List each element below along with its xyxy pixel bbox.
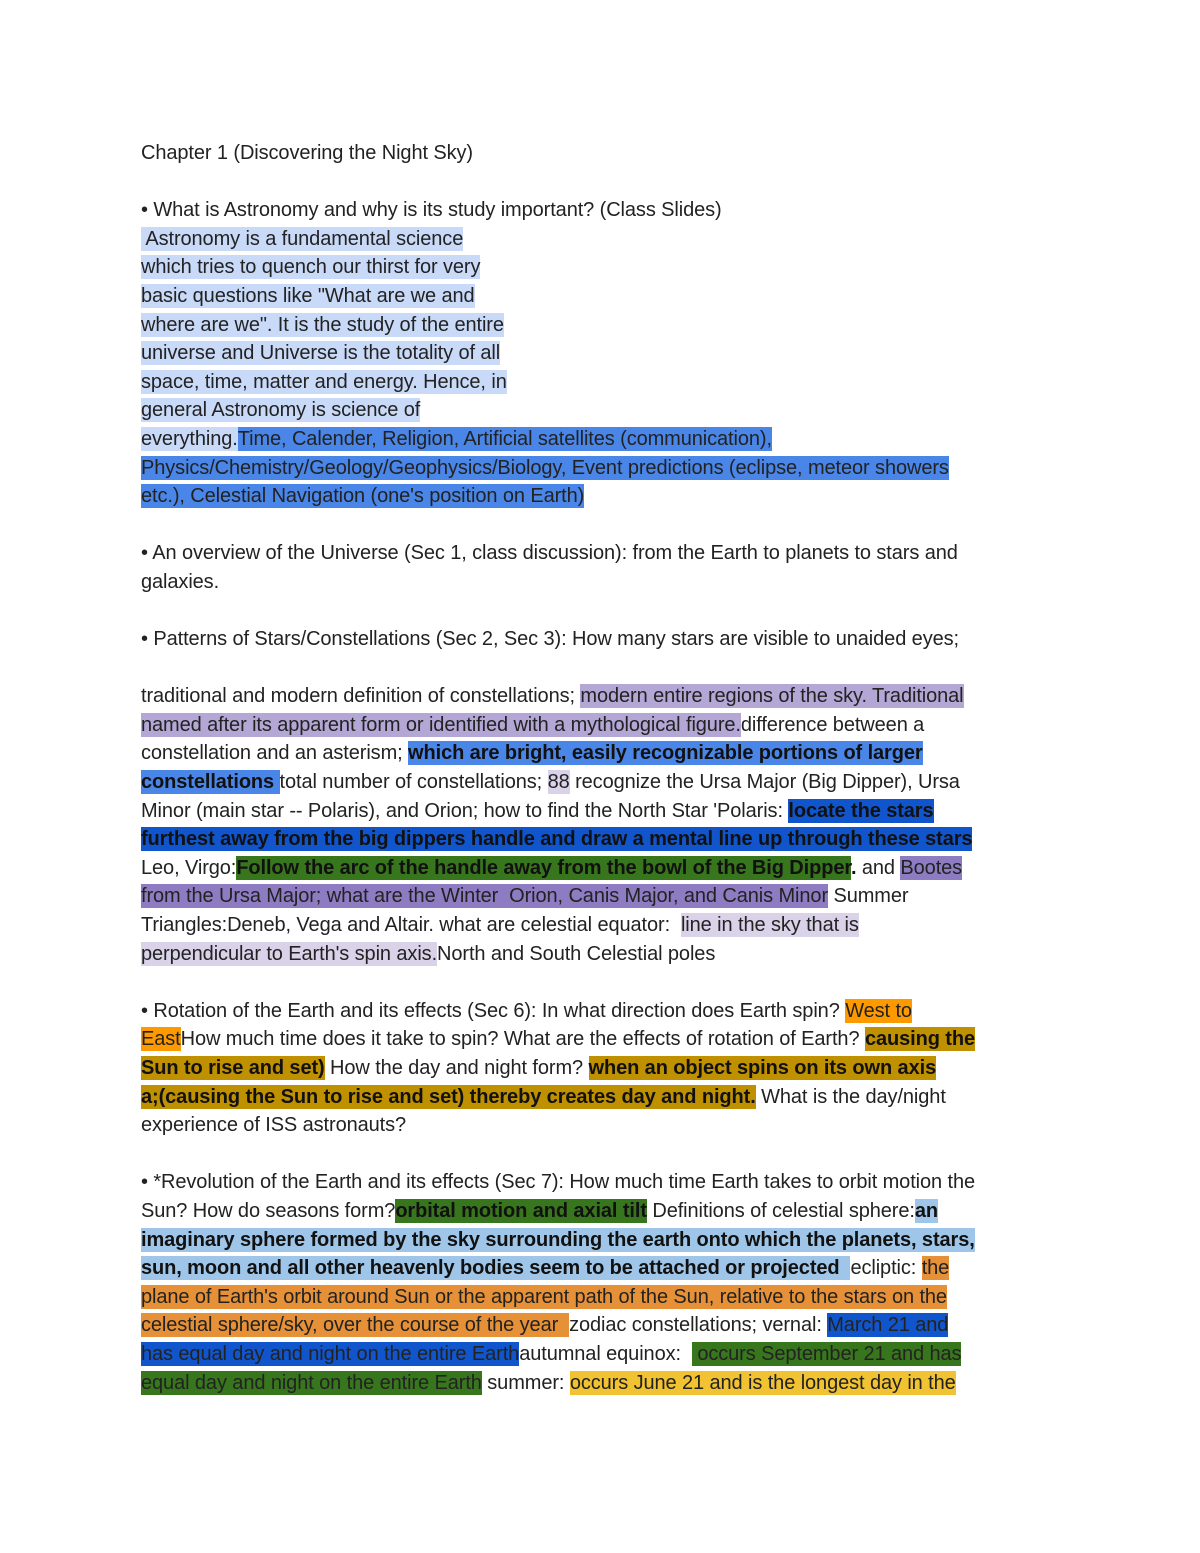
plain-text: Definitions of celestial sphere: xyxy=(646,1199,915,1222)
highlight-green-bold: orbital motion and axial tilt xyxy=(395,1199,647,1222)
astronomy-answer-line xyxy=(141,396,1056,425)
plain-text: How the day and night form? xyxy=(324,1057,589,1079)
rotation-line xyxy=(141,1083,1056,1112)
constellations-line xyxy=(141,797,1056,826)
highlight-light-blue: space, time, matter and energy. Hence, in xyxy=(141,370,507,393)
highlight-sky-blue-bold: imaginary sphere formed by the sky surrounding the earth onto which the planets, stars, xyxy=(141,1228,975,1251)
highlight-green: equal day and night on the entire Earth xyxy=(141,1371,482,1394)
constellations-line xyxy=(141,711,1056,740)
highlight-dark-orange: plane of Earth's orbit around Sun or the apparent path of the Sun, relative to the stars on the xyxy=(141,1285,947,1308)
plain-text: ecliptic: xyxy=(850,1257,922,1280)
highlight-gold-bold: a;(causing the Sun to rise and set) thereby creates day and night. xyxy=(141,1085,756,1108)
blank-line xyxy=(141,1140,1056,1169)
highlight-light-blue: basic questions like "What are we and xyxy=(141,284,475,307)
highlight-orange: East xyxy=(141,1028,181,1051)
highlight-purple: from the Ursa Major; what are the Winter Orion, Canis Major, and Canis Minor xyxy=(141,885,828,908)
plain-text: autumnal equinox: xyxy=(519,1342,692,1365)
plain-text: and xyxy=(856,856,901,879)
astronomy-question: • What is Astronomy and why is its study important? (Class Slides) xyxy=(141,199,722,222)
highlight-purple: Bootes xyxy=(900,856,963,879)
highlight-medium-blue-bold: constellations xyxy=(141,771,280,794)
highlight-light-blue: where are we". It is the study of the entire xyxy=(141,313,504,336)
plain-text: Triangles:Deneb, Vega and Altair. what are celestial equator: xyxy=(141,914,681,937)
plain-text: Minor (main star -- Polaris), and Orion; how to find the North Star 'Polaris: xyxy=(141,799,789,822)
plain-text: zodiac constellations; vernal: xyxy=(569,1314,828,1337)
revolution-line xyxy=(141,1369,1056,1398)
astronomy-answer-line xyxy=(141,282,1056,311)
page-title: Chapter 1 (Discovering the Night Sky) xyxy=(141,142,473,164)
highlight-light-blue: universe and Universe is the totality of all xyxy=(141,342,501,365)
plain-text: Sun? How do seasons form? xyxy=(141,1199,396,1222)
highlight-light-blue: which tries to quench our thirst for very xyxy=(141,256,481,279)
constellations-question: • Patterns of Stars/Constellations (Sec 2, Sec 3): How many stars are visible to unaided eyes; xyxy=(141,628,959,651)
astronomy-answer-line xyxy=(141,311,1056,340)
highlight-medium-blue: etc.), Celestial Navigation (one's position on Earth) xyxy=(141,485,585,508)
revolution-line xyxy=(141,1311,1056,1340)
constellations-line xyxy=(141,940,1056,969)
astronomy-answer-line xyxy=(141,482,1056,511)
astronomy-answer-line xyxy=(141,225,1056,254)
plain-text-bold: . xyxy=(850,856,857,879)
blank-line xyxy=(141,968,1056,997)
blank-line xyxy=(141,511,1056,540)
highlight-gold-bold: Sun to rise and set) xyxy=(141,1057,325,1079)
plain-text: • Rotation of the Earth and its effects (Sec 6): In what direction does Earth spin? xyxy=(141,999,846,1022)
plain-text: summer: xyxy=(481,1371,570,1394)
constellations-line xyxy=(141,882,1056,911)
highlight-light-purple: perpendicular to Earth's spin axis. xyxy=(141,942,438,965)
document-body xyxy=(141,139,1056,1397)
plain-text: Summer xyxy=(828,885,909,908)
blank-line xyxy=(141,654,1056,683)
astronomy-answer-line xyxy=(141,368,1056,397)
astronomy-answer-line xyxy=(141,454,1056,483)
constellations-line xyxy=(141,768,1056,797)
plain-text: traditional and modern definition of constellations; xyxy=(141,685,581,708)
plain-text: constellation and an asterism; xyxy=(141,742,409,765)
astronomy-answer-line xyxy=(141,339,1056,368)
highlight-dark-blue-bold: furthest away from the big dippers handle and draw a mental line up through these stars xyxy=(141,828,973,851)
highlight-gold-bold: causing the xyxy=(864,1028,975,1051)
plain-text: What is the day/night xyxy=(755,1085,946,1108)
highlight-green-bold: Follow the arc of the handle away from the bowl of the Big Dipper xyxy=(236,856,851,879)
plain-text: total number of constellations; xyxy=(279,771,548,794)
highlight-dark-orange: the xyxy=(921,1257,950,1280)
universe-overview-line: • An overview of the Universe (Sec 1, class discussion): from the Earth to planets to stars and xyxy=(141,542,958,565)
constellations-line xyxy=(141,854,1056,883)
highlight-medium-purple: modern entire regions of the sky. Traditional xyxy=(580,685,964,708)
highlight-dark-blue-bold: locate the stars xyxy=(788,799,934,822)
plain-text: recognize the Ursa Major (Big Dipper), Ursa xyxy=(569,771,960,794)
rotation-line: experience of ISS astronauts? xyxy=(141,1114,407,1137)
revolution-line xyxy=(141,1283,1056,1312)
rotation-line xyxy=(141,1054,1056,1083)
constellations-line xyxy=(141,911,1056,940)
highlight-light-purple: 88 xyxy=(547,771,570,794)
highlight-medium-purple: named after its apparent form or identified with a mythological figure. xyxy=(141,713,741,736)
constellations-line xyxy=(141,739,1056,768)
highlight-sky-blue-bold: an xyxy=(914,1199,938,1222)
plain-text: Leo, Virgo: xyxy=(141,856,237,879)
revolution-line xyxy=(141,1226,1056,1255)
highlight-sky-blue-bold: sun, moon and all other heavenly bodies seem to be attached or projected xyxy=(141,1257,851,1280)
highlight-dark-blue: March 21 and xyxy=(827,1314,949,1337)
revolution-line: • *Revolution of the Earth and its effects (Sec 7): How much time Earth takes to orbit motion the xyxy=(141,1171,976,1194)
highlight-medium-blue: Time, Calender, Religion, Artificial satellites (communication), xyxy=(237,427,772,450)
highlight-gold-bold: when an object spins on its own axis xyxy=(588,1057,937,1079)
highlight-yellow: occurs June 21 and is the longest day in the xyxy=(569,1371,956,1394)
highlight-light-blue: everything. xyxy=(141,427,238,450)
revolution-line xyxy=(141,1197,1056,1226)
constellations-line xyxy=(141,825,1056,854)
rotation-line xyxy=(141,1025,1056,1054)
highlight-dark-blue: has equal day and night on the entire Earth xyxy=(141,1342,520,1365)
revolution-line xyxy=(141,1254,1056,1283)
highlight-light-blue: Astronomy is a fundamental science xyxy=(141,227,464,250)
plain-text: How much time does it take to spin? What are the effects of rotation of Earth? xyxy=(180,1028,865,1051)
rotation-line xyxy=(141,997,1056,1026)
highlight-light-purple: line in the sky that is xyxy=(680,914,859,937)
plain-text: difference between a xyxy=(740,713,925,736)
highlight-light-blue: general Astronomy is science of xyxy=(141,399,421,422)
astronomy-answer-line xyxy=(141,425,1056,454)
revolution-line xyxy=(141,1340,1056,1369)
highlight-dark-orange: celestial sphere/sky, over the course of the year xyxy=(141,1314,570,1337)
highlight-medium-blue: Physics/Chemistry/Geology/Geophysics/Biology, Event predictions (eclipse, meteor showers xyxy=(141,456,949,479)
highlight-medium-blue-bold: which are bright, easily recognizable portions of larger xyxy=(408,742,923,765)
constellations-line xyxy=(141,682,1056,711)
plain-text: North and South Celestial poles xyxy=(437,942,716,965)
highlight-orange: West to xyxy=(845,999,912,1022)
astronomy-answer-line xyxy=(141,253,1056,282)
blank-line xyxy=(141,597,1056,626)
blank-line xyxy=(141,168,1056,197)
universe-overview-line: galaxies. xyxy=(141,570,220,593)
highlight-green: occurs September 21 and has xyxy=(691,1342,962,1365)
